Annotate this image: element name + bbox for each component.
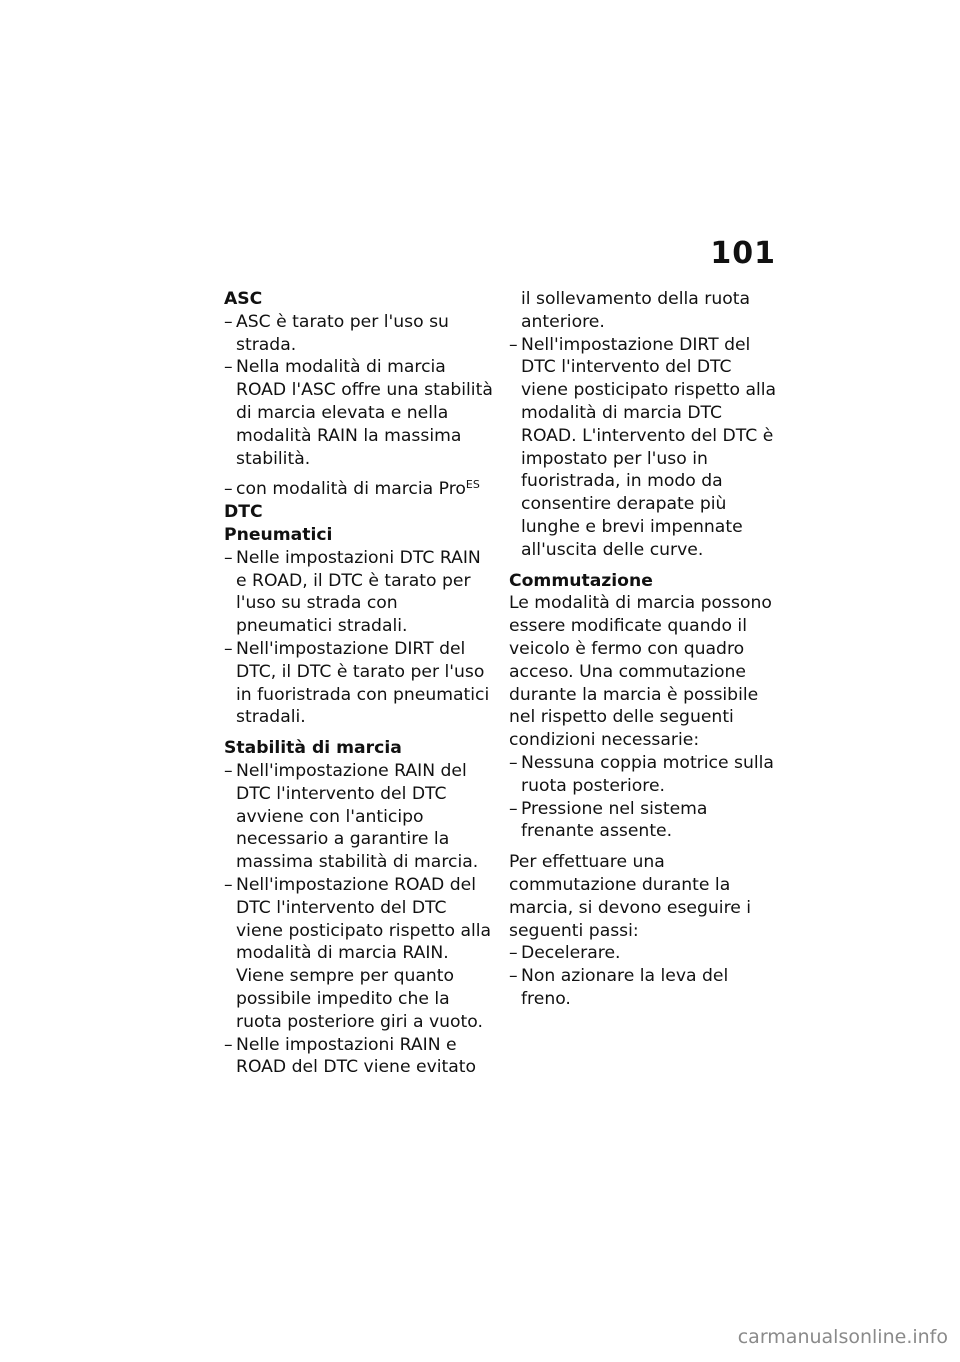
dtc-heading: DTC — [224, 502, 263, 523]
list-item: – Pressione nel sistema frenante assente. — [509, 798, 708, 842]
option-superscript: ES — [465, 478, 480, 492]
switch-heading: Commutazione — [509, 570, 653, 591]
tyres-heading: Pneumatici — [224, 524, 333, 545]
stability-heading: Stabilità di marcia — [224, 738, 402, 759]
right-column — [509, 288, 781, 1011]
watermark: carmanualsonline.info — [737, 1326, 948, 1348]
page-number: 101 — [710, 236, 776, 271]
left-column — [224, 288, 496, 1079]
list-item: – Nessuna coppia motrice sulla ruota posteriore. — [509, 752, 774, 796]
list-item: – ASC è tarato per l'uso su strada. — [224, 311, 449, 355]
switch-paragraph: Le modalità di marcia possono essere modificate quando il veicolo è fermo con quadro acceso. Una commutazione durante la marcia è possibile nel rispetto delle seguenti condizioni necessarie: — [509, 593, 772, 751]
list-item: – Nell'impostazione DIRT del DTC l'intervento del DTC viene posticipato rispetto alla modalità di marcia DTC ROAD. L'intervento del DTC è impostato per l'uso in fuoristrada, in modo da consentire derapate più lunghe e brevi impennate all'uscita delle curve. — [509, 334, 777, 560]
list-item: – Non azionare la leva del freno. — [509, 966, 729, 1009]
steps-paragraph: Per effettuare una commutazione durante la marcia, si devono eseguire i seguenti passi: — [509, 852, 752, 941]
list-item: – Nella modalità di marcia ROAD l'ASC offre una stabilità di marcia elevata e nella modalità RAIN la massima stabilità. — [224, 357, 493, 469]
list-item-continuation: il sollevamento della ruota anteriore. — [521, 289, 751, 332]
list-item: – con modalità di marcia Pro$^{ES}$ — [224, 478, 480, 500]
list-item: – Nell'impostazione ROAD del DTC l'intervento del DTC viene posticipato rispetto alla modalità di marcia RAIN. Viene sempre per quanto possibile impedito che la ruota posteriore giri a vuoto. — [224, 874, 492, 1032]
list-item: – Nell'impostazione DIRT del DTC, il DTC è tarato per l'uso in fuoristrada con pneumatici stradali. — [224, 638, 490, 728]
list-item: – Nell'impostazione RAIN del DTC l'intervento del DTC avviene con l'anticipo necessario a garantire la massima stabilità di marcia. — [224, 760, 479, 873]
list-item: – Nelle impostazioni RAIN e ROAD del DTC viene evitato — [224, 1034, 477, 1078]
list-item: – Nelle impostazioni DTC RAIN e ROAD, il DTC è tarato per l'uso su strada con pneumatici stradali. — [224, 547, 481, 637]
list-item: – Decelerare. — [509, 943, 621, 964]
asc-heading: ASC — [224, 289, 263, 309]
